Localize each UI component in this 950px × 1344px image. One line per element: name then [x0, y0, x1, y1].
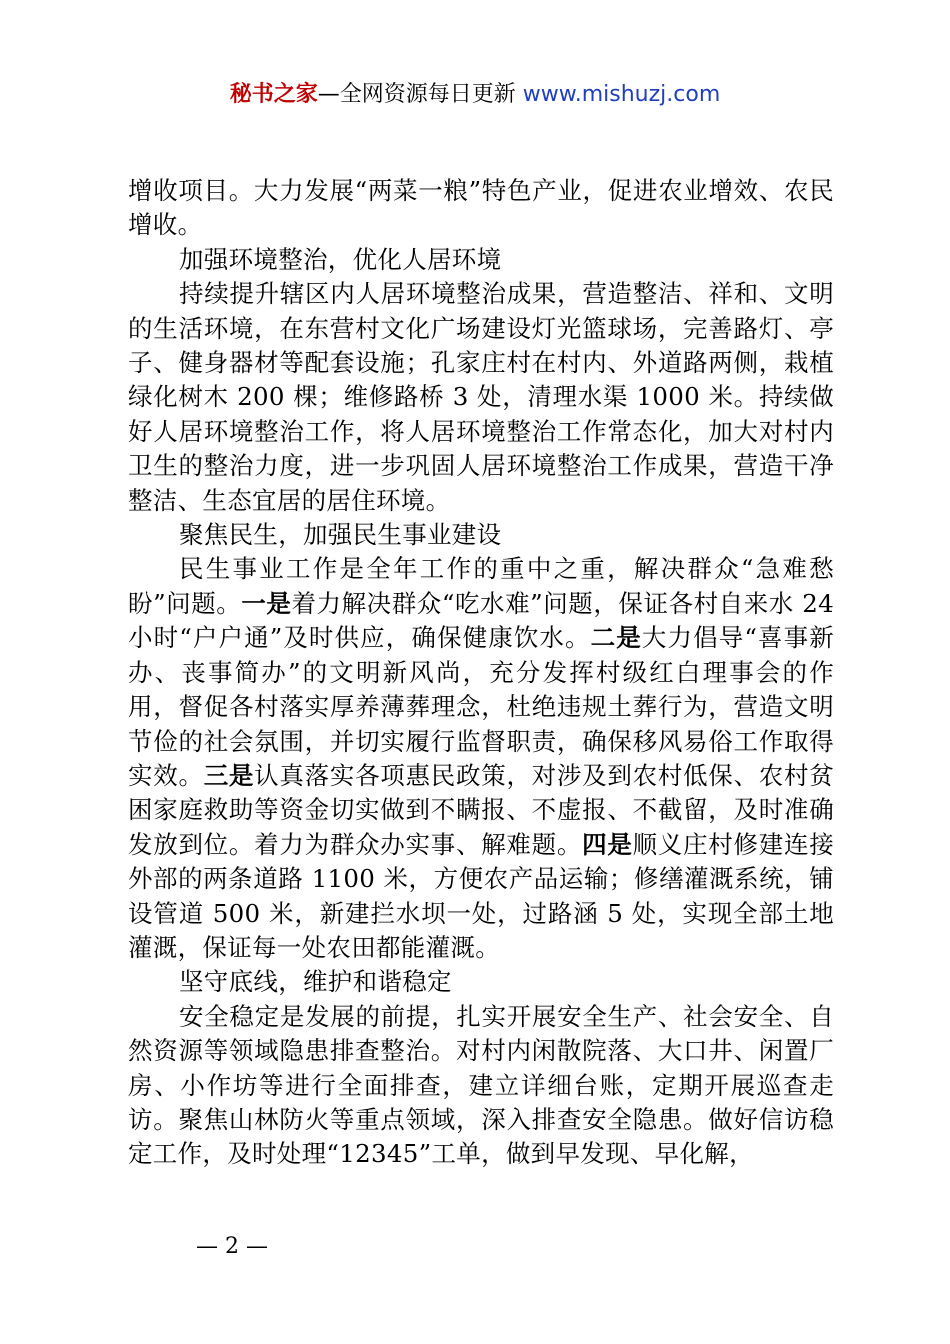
site-brand: 秘书之家 — [229, 82, 318, 107]
point-label-three: 三是 — [203, 760, 255, 790]
paragraph-continuation: 增收项目。大力发展“两菜一粮”特色产业，促进农业增效、农民增收。 — [128, 176, 834, 240]
livelihood-text-two: 大力倡导“喜事新办、丧事简办”的文明新风尚，充分发挥村级红白理事会的作用，督促各村落实厚养薄葬理念，杜绝违规土葬行为，营造文明节俭的社会氛围，并切实履行监督职责，确保移风易俗工作取得实效。 — [128, 623, 834, 790]
section-heading-livelihood: 聚焦民生，加强民生事业建设 — [179, 520, 502, 550]
paragraph-stability: 安全稳定是发展的前提，扎实开展安全生产、社会安全、自然资源等领域隐患排查整治。对村内闲散院落、大口井、闲置厂房、小作坊等进行全面排查，建立详细台账，定期开展巡查走访。聚焦山林防火等重点领域，深入排查安全隐患。做好信访稳定工作，及时处理“12345”工单，做到早发现、早化解， — [128, 1001, 834, 1169]
point-label-one: 一是 — [241, 588, 292, 618]
paragraph-environment: 持续提升辖区内人居环境整治成果，营造整洁、祥和、文明的生活环境，在东营村文化广场建设灯光篮球场，完善路灯、亭子、健身器材等配套设施；孔家庄村在村内、外道路两侧，栽植绿化树木 200 棵；维修路桥 3 处，清理水渠 1000 米。持续做好人居环境整治工作，将人居环境整治工作常态化，加大对村内卫生的整治力度，进一步巩固人居环境整治工作成果，营造干净整洁、生态宜居的居住环境。 — [128, 279, 834, 515]
section-heading-stability: 坚守底线，维护和谐稳定 — [179, 967, 452, 997]
livelihood-text-one: 着力解决群众“吃水难”问题，保证各村自来水 24 小时“户户通”及时供应，确保健康饮水。 — [128, 588, 834, 653]
livelihood-text-intro: 民生事业工作是全年工作的重中之重，解决群众“急难愁盼”问题。 — [128, 554, 834, 618]
site-header — [0, 80, 950, 110]
site-url[interactable]: www.mishuzj.com — [522, 82, 721, 107]
section-heading-environment: 加强环境整治，优化人居环境 — [179, 244, 502, 274]
document-body — [128, 174, 834, 1172]
point-label-four: 四是 — [582, 829, 633, 859]
page-number: — 2 — — [196, 1234, 268, 1259]
livelihood-text-three: 认真落实各项惠民政策，对涉及到农村低保、农村贫困家庭救助等资金切实做到不瞒报、不虚报、不截留，及时准确发放到位。着力为群众办实事、解难题。 — [128, 760, 834, 859]
point-label-two: 二是 — [590, 623, 642, 653]
site-slogan: —全网资源每日更新 — [317, 82, 523, 107]
paragraph-livelihood — [128, 552, 834, 965]
livelihood-text-four: 顺义庄村修建连接外部的两条道路 1100 米，方便农产品运输；修缮灌溉系统，铺设管道 500 米，新建拦水坝一处，过路涵 5 处，实现全部土地灌溉，保证每一处农田都能灌溉。 — [128, 829, 834, 962]
